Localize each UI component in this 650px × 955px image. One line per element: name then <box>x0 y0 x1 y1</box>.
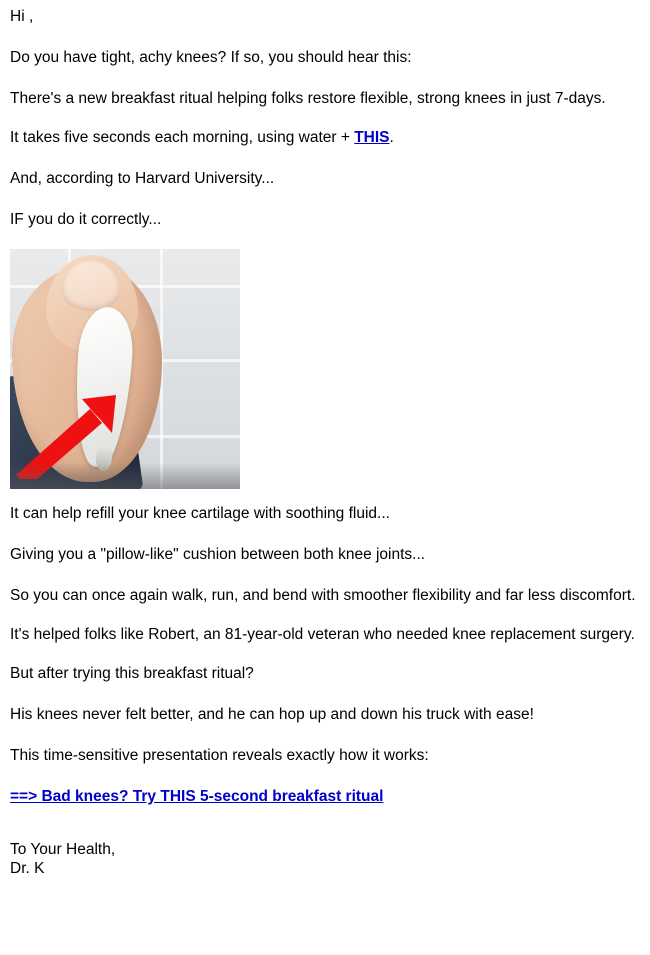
hand-holding-petal-photo <box>10 249 240 489</box>
paragraph-flexibility: So you can once again walk, run, and bend with smoother flexibility and far less discomfort. <box>10 587 636 605</box>
cta-link[interactable]: ==> Bad knees? Try THIS 5-second breakfast ritual <box>10 787 384 805</box>
paragraph-after-ritual: But after trying this breakfast ritual? <box>10 665 254 683</box>
photo-bottom-shadow <box>10 463 240 489</box>
fingernail-shape <box>62 261 120 311</box>
paragraph-harvard: And, according to Harvard University... <box>10 169 275 187</box>
paragraph-five-seconds <box>10 129 640 148</box>
paragraph-pillow-cushion: Giving you a "pillow-like" cushion between both knee joints... <box>10 546 426 564</box>
spacer <box>10 68 640 90</box>
spacer <box>10 27 640 49</box>
paragraph-if-correct: IF you do it correctly... <box>10 210 162 228</box>
paragraph-cartilage: It can help refill your knee cartilage with soothing fluid... <box>10 505 390 523</box>
cta-paragraph <box>10 788 640 807</box>
spacer <box>10 148 640 170</box>
photo-container <box>10 249 640 489</box>
paragraph-robert-testimonial: It's helped folks like Robert, an 81-year-old veteran who needed knee replacement surgery. <box>10 626 635 644</box>
spacer <box>10 109 640 129</box>
paragraph-question: Do you have tight, achy knees? If so, you should hear this: <box>10 48 412 66</box>
spacer <box>10 684 640 706</box>
signature-block <box>10 841 640 879</box>
paragraph-presentation: This time-sensitive presentation reveals exactly how it works: <box>10 746 429 764</box>
spacer <box>10 725 640 747</box>
spacer <box>10 645 640 665</box>
paragraph-ritual-intro: There's a new breakfast ritual helping folks restore flexible, strong knees in just 7-days. <box>10 89 606 107</box>
spacer <box>10 189 640 211</box>
spacer <box>10 766 640 788</box>
paragraph-truck-ease: His knees never felt better, and he can hop up and down his truck with ease! <box>10 705 534 723</box>
spacer <box>10 606 640 626</box>
five-seconds-before-text: It takes five seconds each morning, using water + <box>10 128 355 146</box>
signature-closing: To Your Health, <box>10 840 116 858</box>
five-seconds-after-text: . <box>389 128 394 146</box>
signature-name: Dr. K <box>10 859 45 877</box>
spacer <box>10 524 640 546</box>
spacer <box>10 565 640 587</box>
greeting-text: Hi , <box>10 8 34 25</box>
this-inline-link[interactable]: THIS <box>354 128 390 146</box>
